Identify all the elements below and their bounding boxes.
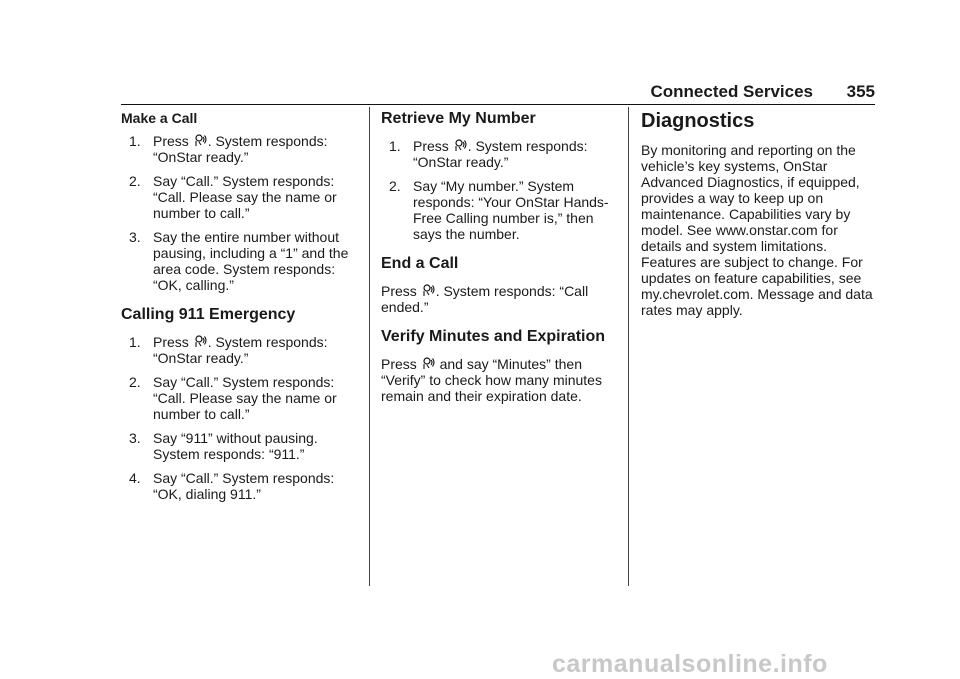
step-text: Say “My number.” System responds: “Your OnStar Hands-Free Calling number is,” then says the number. xyxy=(413,178,609,242)
step-text-pre: Press xyxy=(153,133,189,149)
page-number: 355 xyxy=(846,82,875,101)
end-call-pre: Press xyxy=(381,283,417,299)
verify-minutes-heading: Verify Minutes and Expiration xyxy=(381,328,606,345)
calling-911-heading: Calling 911 Emergency xyxy=(121,306,296,323)
column-divider xyxy=(628,107,629,586)
column-2 xyxy=(381,110,619,412)
section-title: Connected Services xyxy=(650,82,813,101)
list-item xyxy=(121,133,359,165)
step-number: 1. xyxy=(129,334,141,350)
step-text-post: . System responds: “OnStar ready.” xyxy=(153,334,328,366)
column-1 xyxy=(121,110,359,510)
step-text-pre: Press xyxy=(413,138,449,154)
list-item xyxy=(121,334,359,366)
step-text-post: . System responds: “OnStar ready.” xyxy=(153,133,328,165)
step-number: 3. xyxy=(129,430,141,446)
list-item xyxy=(381,138,619,170)
diagnostics-heading: Diagnostics xyxy=(641,110,755,132)
retrieve-number-steps xyxy=(381,138,619,242)
step-text: Say “Call.” System responds: “OK, dialing 911.” xyxy=(153,470,335,502)
list-item xyxy=(121,173,359,221)
verify-minutes-text xyxy=(381,356,619,404)
watermark: carmanualsonline.info xyxy=(552,650,828,678)
make-a-call-heading: Make a Call xyxy=(121,110,198,126)
step-text-post: . System responds: “OnStar ready.” xyxy=(413,138,588,170)
voice-button-icon xyxy=(454,139,467,152)
step-number: 3. xyxy=(129,229,141,245)
step-text: Say “911” without pausing. System responds: “911.” xyxy=(153,430,318,462)
step-text: Say the entire number without pausing, including a “1” and the area code. System responds: “OK, calling.” xyxy=(153,229,349,293)
step-text: Say “Call.” System responds: “Call. Please say the name or number to call.” xyxy=(153,173,337,221)
end-call-heading: End a Call xyxy=(381,255,459,272)
verify-pre: Press xyxy=(381,356,417,372)
calling-911-steps xyxy=(121,334,359,502)
column-divider xyxy=(369,107,370,586)
column-3 xyxy=(641,110,875,326)
voice-button-icon xyxy=(194,134,207,147)
retrieve-number-heading: Retrieve My Number xyxy=(381,110,536,127)
page-header xyxy=(121,82,875,105)
step-number: 4. xyxy=(129,470,141,486)
step-text: Say “Call.” System responds: “Call. Please say the name or number to call.” xyxy=(153,374,337,422)
voice-button-icon xyxy=(194,335,207,348)
step-number: 2. xyxy=(129,173,141,189)
list-item xyxy=(121,374,359,422)
step-number: 2. xyxy=(389,178,401,194)
end-call-text xyxy=(381,283,619,315)
list-item xyxy=(121,229,359,293)
voice-button-icon xyxy=(422,284,435,297)
step-text-pre: Press xyxy=(153,334,189,350)
list-item xyxy=(381,178,619,242)
list-item xyxy=(121,470,359,502)
step-number: 1. xyxy=(129,133,141,149)
end-call-post: . System responds: “Call ended.” xyxy=(381,283,589,315)
voice-button-icon xyxy=(422,357,435,370)
step-number: 1. xyxy=(389,138,401,154)
diagnostics-body: By monitoring and reporting on the vehicle’s key systems, OnStar Advanced Diagnostics, if equipped, provides a way to keep up on maintenance. Capabilities vary by model. See www.onstar.com for details and system limitations. Features are subject to change. For updates on feature capabilities, see my.chevrolet.com. Message and data rates may apply. xyxy=(641,142,873,318)
verify-post: and say “Minutes” then “Verify” to check how many minutes remain and their expiration date. xyxy=(381,356,602,404)
make-a-call-steps xyxy=(121,133,359,293)
step-number: 2. xyxy=(129,374,141,390)
list-item xyxy=(121,430,359,462)
